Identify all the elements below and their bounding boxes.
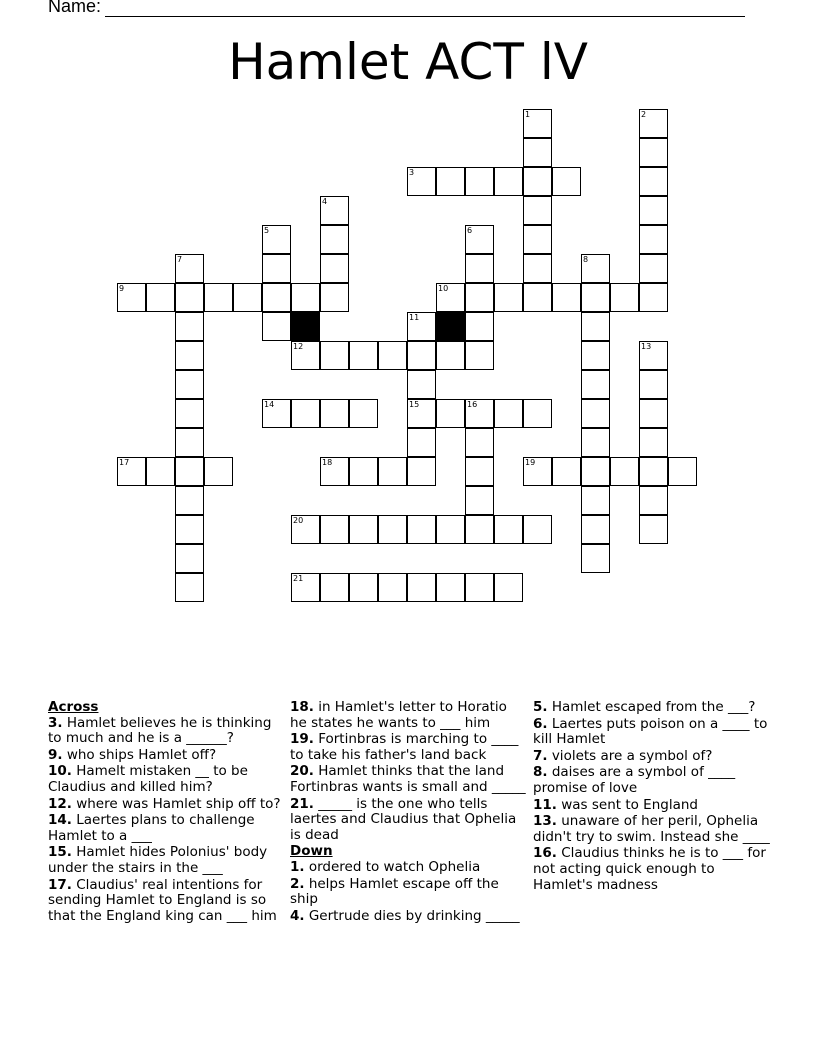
clue-item bbox=[48, 764, 286, 795]
grid-cell[interactable] bbox=[436, 573, 465, 602]
clue-text: unaware of her peril, Ophelia didn't try to swim. Instead she ____ bbox=[533, 813, 770, 845]
grid-cell[interactable] bbox=[581, 312, 610, 341]
grid-cell[interactable] bbox=[175, 515, 204, 544]
clue-number: 7 bbox=[177, 255, 183, 264]
grid-cell[interactable] bbox=[349, 573, 378, 602]
grid-cell[interactable] bbox=[639, 138, 668, 167]
clue-number: 21. bbox=[290, 795, 314, 812]
grid-cell[interactable] bbox=[320, 573, 349, 602]
clue-number: 10. bbox=[48, 763, 72, 780]
clue-number: 17. bbox=[48, 876, 72, 893]
across-heading: Across bbox=[48, 699, 99, 715]
grid-cell[interactable] bbox=[639, 196, 668, 225]
grid-cell[interactable] bbox=[639, 457, 668, 486]
down-clue-list bbox=[290, 860, 528, 924]
clue-item bbox=[290, 877, 528, 908]
clue-text: daises are a symbol of ____ promise of love bbox=[533, 764, 736, 796]
grid-cell[interactable] bbox=[175, 428, 204, 457]
grid-cell[interactable] bbox=[639, 370, 668, 399]
clue-item bbox=[533, 846, 773, 893]
grid-cell[interactable] bbox=[494, 399, 523, 428]
grid-cell[interactable] bbox=[291, 515, 320, 544]
clue-text: Hamlet thinks that the land Fortinbras wants is small and _____ bbox=[290, 763, 526, 795]
clue-item bbox=[533, 717, 773, 748]
clue-item bbox=[48, 813, 286, 844]
grid-cell[interactable] bbox=[320, 515, 349, 544]
clue-text: in Hamlet's letter to Horatio he states he wants to ___ him bbox=[290, 699, 507, 731]
grid-cell[interactable] bbox=[465, 312, 494, 341]
clue-number: 10 bbox=[438, 284, 449, 293]
clue-number: 19 bbox=[525, 458, 536, 467]
clue-number: 21 bbox=[293, 574, 304, 583]
clue-number: 12. bbox=[48, 795, 72, 812]
clue-number: 16 bbox=[467, 400, 478, 409]
grid-cell[interactable] bbox=[175, 486, 204, 515]
grid-cell[interactable] bbox=[349, 457, 378, 486]
clue-item bbox=[48, 748, 286, 764]
clue-number: 16. bbox=[533, 845, 557, 862]
clue-number: 5 bbox=[264, 226, 270, 235]
grid-cell[interactable] bbox=[552, 283, 581, 312]
grid-cell[interactable] bbox=[494, 573, 523, 602]
grid-cell[interactable] bbox=[465, 225, 494, 254]
grid-cell[interactable] bbox=[523, 196, 552, 225]
clue-text: Laertes puts poison on a ____ to kill Hamlet bbox=[533, 715, 768, 748]
clue-text: _____ is the one who tells laertes and Claudius that Ophelia is dead bbox=[290, 795, 517, 843]
grid-cell[interactable] bbox=[581, 399, 610, 428]
grid-cell[interactable] bbox=[465, 457, 494, 486]
black-cell bbox=[436, 312, 465, 341]
grid-cell[interactable] bbox=[639, 225, 668, 254]
grid-cell[interactable] bbox=[465, 283, 494, 312]
clue-number: 5. bbox=[533, 699, 548, 715]
clue-text: Fortinbras is marching to ____ to take his father's land back bbox=[290, 731, 519, 763]
grid-cell[interactable] bbox=[523, 399, 552, 428]
grid-cell[interactable] bbox=[320, 254, 349, 283]
grid-cell[interactable] bbox=[436, 341, 465, 370]
grid-cell[interactable] bbox=[175, 399, 204, 428]
clue-text: ordered to watch Ophelia bbox=[304, 858, 481, 875]
clue-text: Claudius thinks he is to ___ for not acting quick enough to Hamlet's madness bbox=[533, 845, 766, 893]
grid-cell[interactable] bbox=[494, 283, 523, 312]
clue-item bbox=[533, 749, 773, 765]
grid-cell[interactable] bbox=[204, 283, 233, 312]
clue-number: 12 bbox=[293, 342, 304, 351]
grid-cell[interactable] bbox=[639, 399, 668, 428]
clue-number: 2. bbox=[290, 875, 305, 892]
grid-cell[interactable] bbox=[494, 167, 523, 196]
grid-cell[interactable] bbox=[436, 515, 465, 544]
clue-text: Claudius' real intentions for sending Hamlet to England is so that the England king can ___ him bbox=[48, 876, 277, 924]
clue-item bbox=[533, 814, 773, 845]
black-cell bbox=[291, 312, 320, 341]
grid-cell[interactable] bbox=[436, 167, 465, 196]
grid-cell[interactable] bbox=[146, 457, 175, 486]
grid-cell[interactable] bbox=[465, 399, 494, 428]
clue-item bbox=[533, 700, 773, 716]
grid-cell[interactable] bbox=[523, 109, 552, 138]
grid-cell[interactable] bbox=[262, 254, 291, 283]
grid-cell[interactable] bbox=[552, 167, 581, 196]
grid-cell[interactable] bbox=[668, 457, 697, 486]
grid-cell[interactable] bbox=[291, 283, 320, 312]
clues-column-2 bbox=[290, 700, 528, 925]
grid-cell[interactable] bbox=[117, 283, 146, 312]
grid-cell[interactable] bbox=[407, 515, 436, 544]
grid-cell[interactable] bbox=[175, 254, 204, 283]
grid-cell[interactable] bbox=[262, 312, 291, 341]
clue-item bbox=[48, 797, 286, 813]
grid-cell[interactable] bbox=[407, 312, 436, 341]
grid-cell[interactable] bbox=[639, 428, 668, 457]
grid-cell[interactable] bbox=[523, 167, 552, 196]
clue-number: 14 bbox=[264, 400, 275, 409]
grid-cell[interactable] bbox=[320, 341, 349, 370]
grid-cell[interactable] bbox=[581, 428, 610, 457]
grid-cell[interactable] bbox=[581, 370, 610, 399]
clue-number: 20 bbox=[293, 516, 304, 525]
clue-number: 3 bbox=[409, 168, 415, 177]
puzzle-title: Hamlet ACT lV bbox=[228, 33, 588, 91]
grid-cell[interactable] bbox=[378, 341, 407, 370]
clues-column-1 bbox=[48, 700, 286, 925]
grid-cell[interactable] bbox=[552, 457, 581, 486]
grid-cell[interactable] bbox=[349, 515, 378, 544]
clue-number: 2 bbox=[641, 110, 647, 119]
clue-number: 19. bbox=[290, 731, 314, 748]
grid-cell[interactable] bbox=[639, 515, 668, 544]
grid-cell[interactable] bbox=[291, 341, 320, 370]
clues-column-3 bbox=[533, 700, 773, 894]
clue-item bbox=[533, 798, 773, 814]
grid-cell[interactable] bbox=[349, 399, 378, 428]
grid-cell[interactable] bbox=[233, 283, 262, 312]
clue-item bbox=[48, 878, 286, 925]
grid-cell[interactable] bbox=[465, 428, 494, 457]
grid-cell[interactable] bbox=[320, 399, 349, 428]
grid-cell[interactable] bbox=[465, 486, 494, 515]
grid-cell[interactable] bbox=[523, 254, 552, 283]
clue-item bbox=[48, 716, 286, 747]
name-label: Name: bbox=[48, 0, 102, 16]
grid-cell[interactable] bbox=[407, 341, 436, 370]
clue-number: 1. bbox=[290, 858, 305, 875]
clue-text: violets are a symbol of? bbox=[547, 747, 713, 764]
grid-cell[interactable] bbox=[262, 225, 291, 254]
clue-text: Hamelt mistaken __ to be Claudius and killed him? bbox=[48, 763, 248, 795]
grid-cell[interactable] bbox=[639, 283, 668, 312]
grid-cell[interactable] bbox=[610, 283, 639, 312]
clue-text: helps Hamlet escape off the ship bbox=[290, 875, 499, 908]
grid-cell[interactable] bbox=[523, 138, 552, 167]
clue-text: was sent to England bbox=[556, 796, 698, 813]
grid-cell[interactable] bbox=[494, 515, 523, 544]
clue-number: 13 bbox=[641, 342, 652, 351]
grid-cell[interactable] bbox=[262, 283, 291, 312]
clue-number: 6. bbox=[533, 715, 548, 732]
clue-number: 15 bbox=[409, 400, 420, 409]
clue-number: 18 bbox=[322, 458, 333, 467]
clue-number: 9 bbox=[119, 284, 125, 293]
grid-cell[interactable] bbox=[523, 457, 552, 486]
grid-cell[interactable] bbox=[581, 457, 610, 486]
clue-text: Gertrude dies by drinking _____ bbox=[304, 907, 520, 924]
clue-number: 6 bbox=[467, 226, 473, 235]
grid-cell[interactable] bbox=[465, 515, 494, 544]
grid-cell[interactable] bbox=[175, 457, 204, 486]
clue-item bbox=[290, 797, 528, 844]
grid-cell[interactable] bbox=[581, 515, 610, 544]
grid-cell[interactable] bbox=[175, 283, 204, 312]
grid-cell[interactable] bbox=[378, 515, 407, 544]
grid-cell[interactable] bbox=[581, 283, 610, 312]
grid-cell[interactable] bbox=[581, 486, 610, 515]
grid-cell[interactable] bbox=[639, 109, 668, 138]
across-clue-list-continued bbox=[290, 700, 528, 843]
across-clue-list bbox=[48, 716, 286, 925]
clue-text: Hamlet believes he is thinking to much and he is a ______? bbox=[48, 714, 272, 747]
grid-cell[interactable] bbox=[291, 399, 320, 428]
grid-cell[interactable] bbox=[262, 399, 291, 428]
grid-cell[interactable] bbox=[175, 341, 204, 370]
clue-item bbox=[290, 732, 528, 763]
clue-number: 3. bbox=[48, 714, 63, 731]
grid-cell[interactable] bbox=[407, 457, 436, 486]
clue-text: who ships Hamlet off? bbox=[62, 746, 217, 763]
clue-item bbox=[290, 909, 528, 925]
clue-text: Hamlet escaped from the ___? bbox=[547, 699, 756, 715]
clue-number: 8 bbox=[583, 255, 589, 264]
grid-cell[interactable] bbox=[175, 312, 204, 341]
clue-number: 13. bbox=[533, 813, 557, 830]
clue-number: 11. bbox=[533, 796, 557, 813]
down-heading: Down bbox=[290, 843, 333, 860]
grid-cell[interactable] bbox=[407, 167, 436, 196]
clue-number: 1 bbox=[525, 110, 531, 119]
clue-text: Laertes plans to challenge Hamlet to a ___ bbox=[48, 812, 255, 844]
grid-cell[interactable] bbox=[465, 167, 494, 196]
grid-cell[interactable] bbox=[378, 573, 407, 602]
grid-cell[interactable] bbox=[175, 370, 204, 399]
grid-cell[interactable] bbox=[407, 370, 436, 399]
clue-item bbox=[290, 700, 528, 731]
clue-number: 20. bbox=[290, 763, 314, 780]
clue-number: 8. bbox=[533, 764, 548, 781]
grid-cell[interactable] bbox=[581, 254, 610, 283]
grid-cell[interactable] bbox=[639, 167, 668, 196]
grid-cell[interactable] bbox=[349, 341, 378, 370]
grid-cell[interactable] bbox=[610, 457, 639, 486]
grid-cell[interactable] bbox=[523, 225, 552, 254]
clue-text: Hamlet hides Polonius' body under the stairs in the ___ bbox=[48, 844, 268, 876]
grid-cell[interactable] bbox=[407, 428, 436, 457]
grid-cell[interactable] bbox=[320, 283, 349, 312]
grid-cell[interactable] bbox=[407, 399, 436, 428]
grid-cell[interactable] bbox=[436, 283, 465, 312]
grid-cell[interactable] bbox=[465, 573, 494, 602]
grid-cell[interactable] bbox=[320, 457, 349, 486]
grid-cell[interactable] bbox=[175, 573, 204, 602]
grid-cell[interactable] bbox=[523, 515, 552, 544]
clue-number: 4 bbox=[322, 197, 328, 206]
grid-cell[interactable] bbox=[639, 254, 668, 283]
down-clue-list-continued bbox=[533, 700, 773, 893]
clue-number: 9. bbox=[48, 746, 63, 763]
grid-cell[interactable] bbox=[175, 544, 204, 573]
grid-cell[interactable] bbox=[146, 283, 175, 312]
grid-cell[interactable] bbox=[581, 341, 610, 370]
grid-cell[interactable] bbox=[639, 341, 668, 370]
grid-cell[interactable] bbox=[581, 544, 610, 573]
clue-item bbox=[290, 764, 528, 795]
grid-cell[interactable] bbox=[320, 196, 349, 225]
clue-number: 11 bbox=[409, 313, 420, 322]
clue-item bbox=[48, 845, 286, 876]
grid-cell[interactable] bbox=[320, 225, 349, 254]
grid-cell[interactable] bbox=[407, 573, 436, 602]
clue-number: 15. bbox=[48, 844, 72, 861]
grid-cell[interactable] bbox=[204, 457, 233, 486]
clue-number: 4. bbox=[290, 907, 305, 924]
grid-cell[interactable] bbox=[523, 283, 552, 312]
grid-cell[interactable] bbox=[117, 457, 146, 486]
grid-cell[interactable] bbox=[291, 573, 320, 602]
clue-number: 7. bbox=[533, 747, 548, 764]
clue-text: where was Hamlet ship off to? bbox=[71, 795, 281, 812]
clue-item bbox=[290, 860, 528, 876]
grid-cell[interactable] bbox=[465, 341, 494, 370]
grid-cell[interactable] bbox=[436, 399, 465, 428]
clue-number: 18. bbox=[290, 699, 314, 715]
clue-number: 14. bbox=[48, 812, 72, 829]
clue-item bbox=[533, 765, 773, 796]
grid-cell[interactable] bbox=[465, 254, 494, 283]
grid-cell[interactable] bbox=[639, 486, 668, 515]
grid-cell[interactable] bbox=[378, 457, 407, 486]
clue-number: 17 bbox=[119, 458, 130, 467]
